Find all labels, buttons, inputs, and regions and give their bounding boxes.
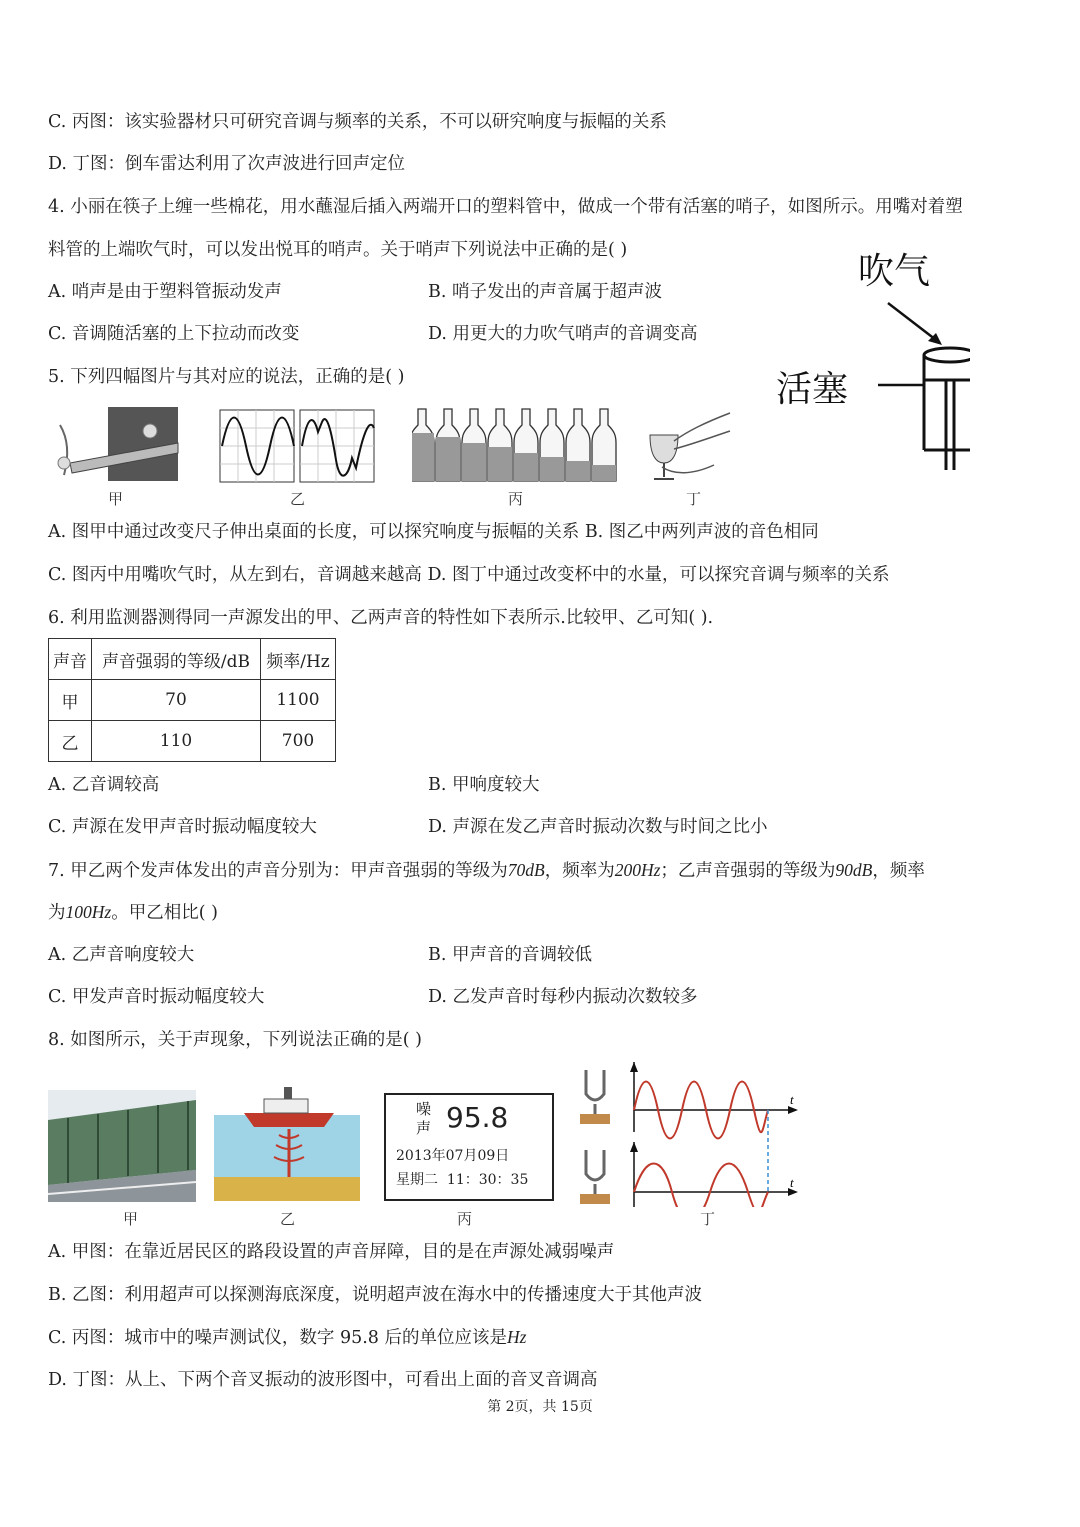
q7-option-c: C. 甲发声音时振动幅度较大 — [48, 987, 265, 1007]
piston-label: 活塞 — [776, 369, 849, 410]
q6-stem: 6. 利用监测器测得同一声源发出的甲、乙两声音的特性如下表所示.比较甲、乙可知( ). — [48, 608, 714, 628]
whistle-figure — [770, 245, 970, 475]
tuning-fork-wave-figure — [576, 1062, 806, 1207]
q4-option-a: A. 哨声是由于塑料管振动发声 — [48, 282, 282, 302]
bottles-figure — [412, 405, 618, 485]
q5-options-cd: C. 图丙中用嘴吹气时，从左到右，音调越来越高 D. 图丁中通过改变杯中的水量，可以探究音调与频率的关系 — [48, 565, 890, 585]
table-cell: 甲 — [49, 680, 92, 721]
q6-option-b: B. 甲响度较大 — [428, 775, 540, 795]
glass-figure — [644, 405, 734, 485]
q5-caption-yi: 乙 — [290, 490, 306, 508]
noise-barrier-figure — [48, 1090, 196, 1202]
q7-option-b: B. 甲声音的音调较低 — [428, 945, 592, 965]
q7-stem-line1: 7. 甲乙两个发声体发出的声音分别为：甲声音强弱的等级为70dB，频率为200Hz；乙声音强弱的等级为90dB，频率 — [48, 860, 925, 881]
sound-table — [48, 638, 336, 762]
q3-option-c: C. 丙图：该实验器材只可研究音调与频率的关系，不可以研究响度与振幅的关系 — [48, 112, 667, 132]
page-footer: 第 2页，共 15页 — [487, 1399, 593, 1415]
q4-stem-line1: 4. 小丽在筷子上缠一些棉花，用水蘸湿后插入两端开口的塑料管中，做成一个带有活塞的哨子，如图所示。用嘴对着塑 — [48, 197, 963, 217]
q4-stem-line2: 料管的上端吹气时，可以发出悦耳的哨声。关于哨声下列说法中正确的是( ) — [48, 240, 628, 260]
q4-option-d: D. 用更大的力吹气哨声的音调变高 — [428, 324, 698, 344]
table-header: 声音强弱的等级/dB — [92, 639, 261, 680]
q5-stem: 5. 下列四幅图片与其对应的说法，正确的是( ) — [48, 367, 405, 387]
q8-caption-yi: 乙 — [280, 1210, 296, 1228]
q8-caption-jia: 甲 — [123, 1210, 139, 1228]
q5-caption-bing: 丙 — [508, 490, 524, 508]
wave-axis-t-top: t — [790, 1092, 794, 1107]
noise-meter-figure — [384, 1093, 554, 1201]
table-header: 声音 — [49, 639, 92, 680]
q6-option-c: C. 声源在发甲声音时振动幅度较大 — [48, 817, 317, 837]
table-cell: 乙 — [49, 721, 92, 762]
table-header: 频率/Hz — [261, 639, 336, 680]
ruler-figure — [50, 405, 180, 483]
q7-option-a: A. 乙声音响度较大 — [48, 945, 195, 965]
waveform-figure — [218, 408, 378, 484]
sonar-figure — [214, 1085, 360, 1201]
q8-option-c: C. 丙图：城市中的噪声测试仪，数字 95.8 后的单位应该是Hz — [48, 1327, 527, 1348]
q5-caption-ding: 丁 — [686, 490, 702, 508]
q5-options-ab: A. 图甲中通过改变尺子伸出桌面的长度，可以探究响度与振幅的关系 B. 图乙中两列声波的音色相同 — [48, 522, 819, 542]
table-cell: 70 — [92, 680, 261, 721]
table-cell: 1100 — [261, 680, 336, 721]
q3-option-d: D. 丁图：倒车雷达利用了次声波进行回声定位 — [48, 154, 406, 174]
q7-stem-line2: 为100Hz。甲乙相比( ) — [48, 902, 218, 923]
q8-option-b: B. 乙图：利用超声可以探测海底深度，说明超声波在海水中的传播速度大于其他声波 — [48, 1285, 702, 1305]
q5-caption-jia: 甲 — [108, 490, 124, 508]
noise-value: 95.8 — [446, 1101, 509, 1134]
noise-date: 2013年07月09日 — [396, 1148, 510, 1164]
wave-axis-t-bottom: t — [790, 1175, 794, 1190]
q8-option-d: D. 丁图：从上、下两个音叉振动的波形图中，可看出上面的音叉音调高 — [48, 1370, 598, 1390]
q6-option-d: D. 声源在发乙声音时振动次数与时间之比小 — [428, 817, 768, 837]
noise-label-1: 噪 — [416, 1100, 432, 1118]
q4-option-b: B. 哨子发出的声音属于超声波 — [428, 282, 662, 302]
table-header-row — [49, 639, 336, 680]
table-row — [49, 721, 336, 762]
q7-option-d: D. 乙发声音时每秒内振动次数较多 — [428, 987, 698, 1007]
table-cell: 700 — [261, 721, 336, 762]
q8-option-a: A. 甲图：在靠近居民区的路段设置的声音屏障，目的是在声源处减弱噪声 — [48, 1242, 615, 1262]
table-row — [49, 680, 336, 721]
noise-time-row: 星期二 11：30：35 — [396, 1172, 529, 1188]
q6-option-a: A. 乙音调较高 — [48, 775, 160, 795]
blow-label: 吹气 — [858, 251, 931, 292]
q8-stem: 8. 如图所示，关于声现象，下列说法正确的是( ) — [48, 1030, 422, 1050]
noise-label-2: 声 — [416, 1119, 432, 1137]
q8-caption-ding: 丁 — [700, 1210, 716, 1228]
q8-caption-bing: 丙 — [457, 1210, 473, 1228]
table-cell: 110 — [92, 721, 261, 762]
q4-option-c: C. 音调随活塞的上下拉动而改变 — [48, 324, 300, 344]
